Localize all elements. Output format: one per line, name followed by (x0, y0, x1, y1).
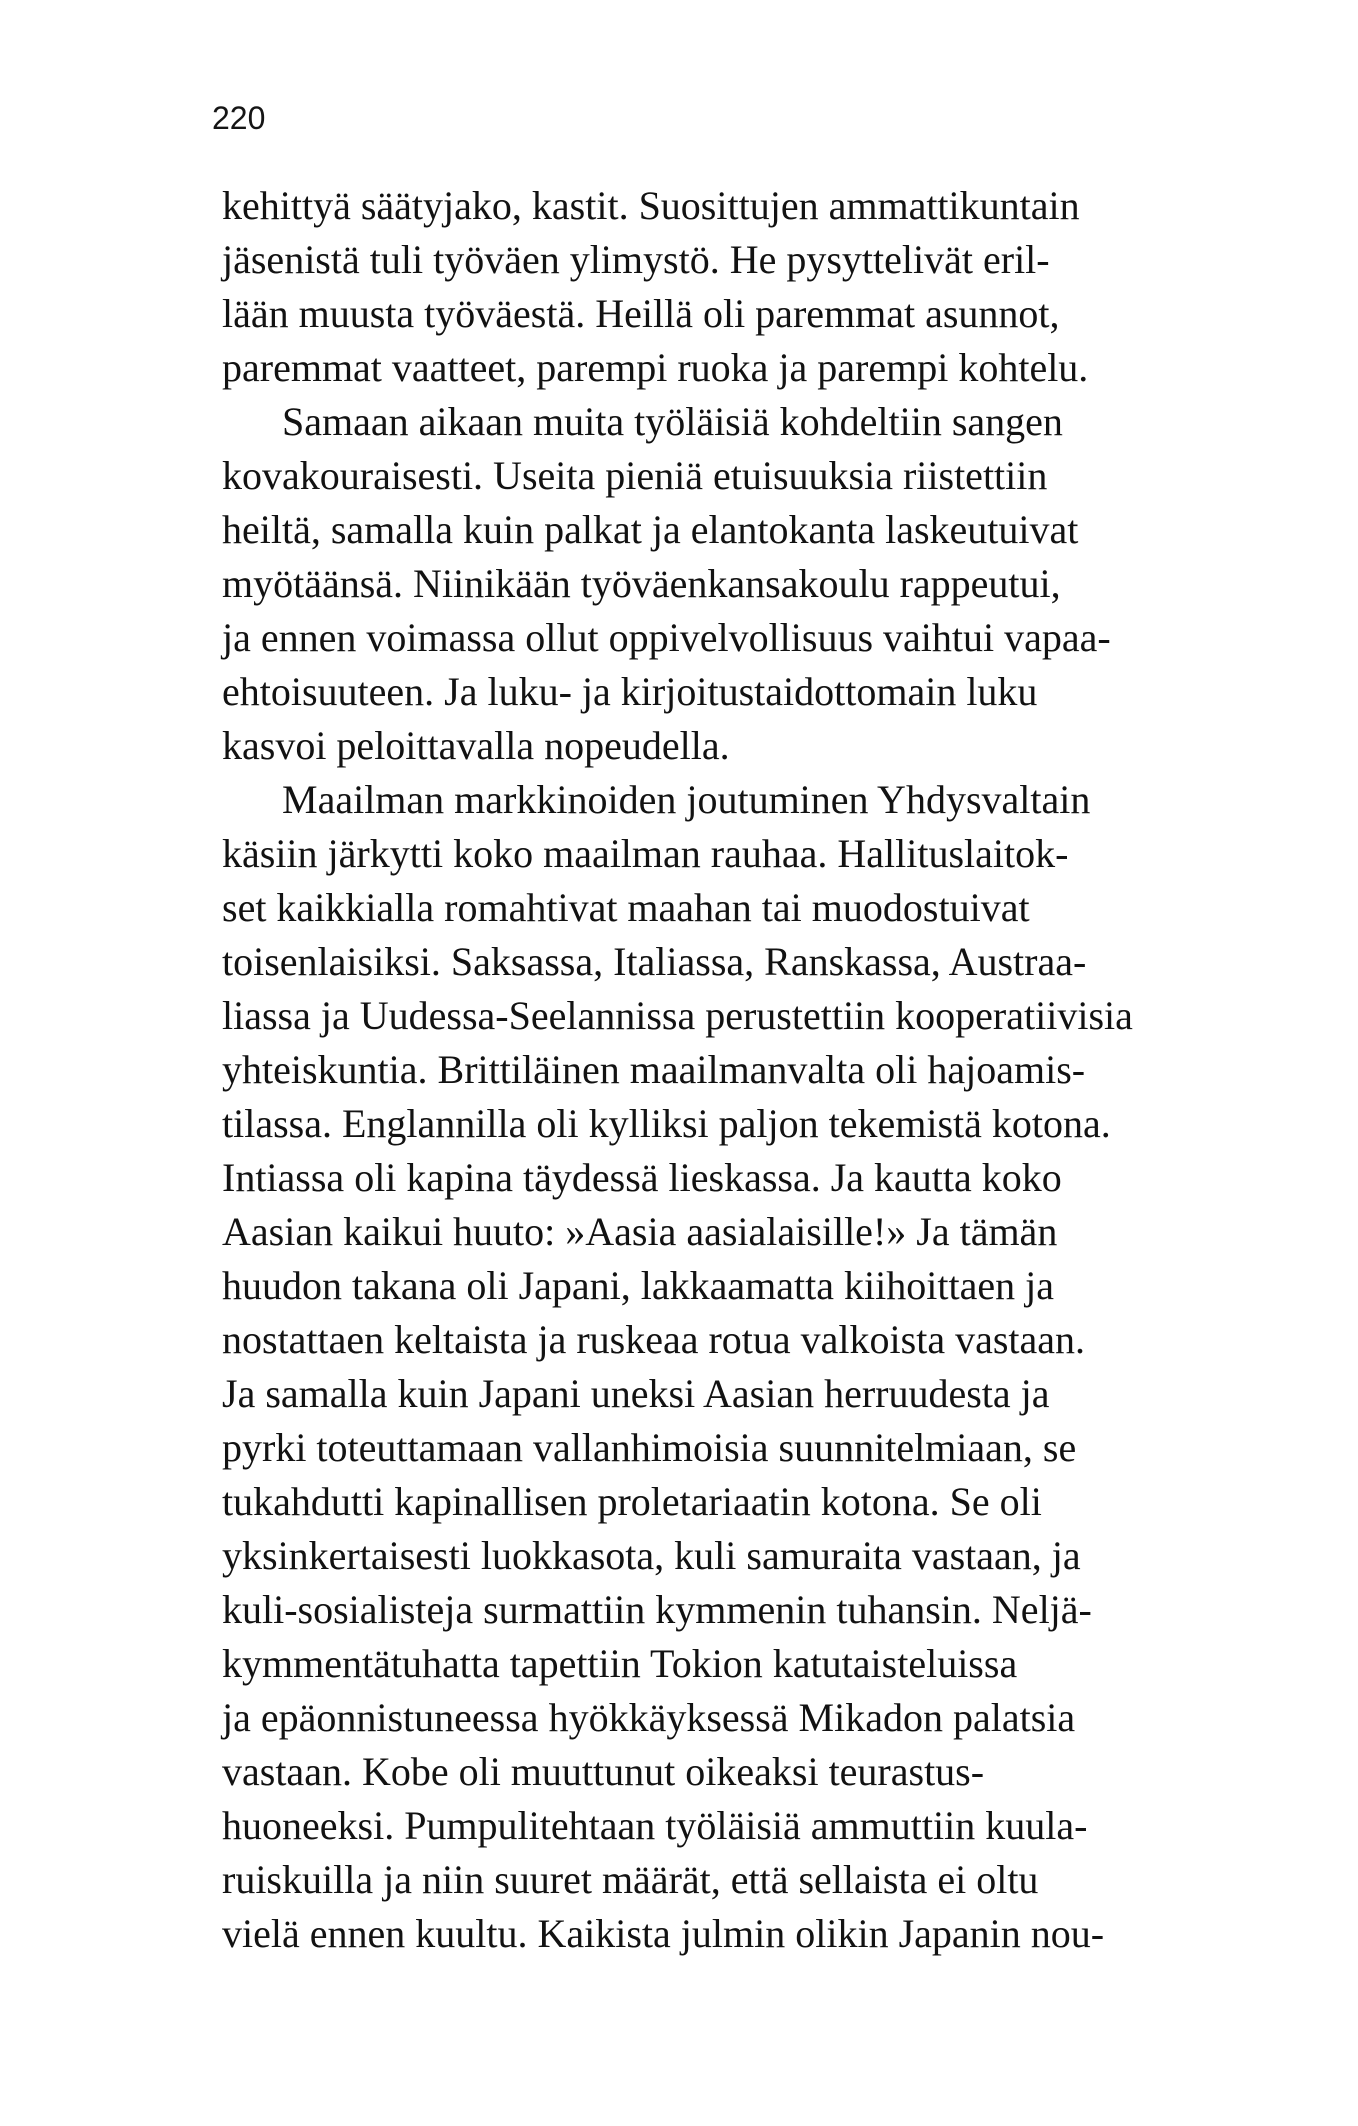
text-line: lään muusta työväestä. Heillä oli paremmat asunnot, (222, 291, 1060, 336)
text-line: tukahdutti kapinallisen proletariaatin kotona. Se oli (222, 1479, 1042, 1524)
text-line: set kaikkialla romahtivat maahan tai muodostuivat (222, 885, 1030, 930)
text-line: Ja samalla kuin Japani uneksi Aasian herruudesta ja (222, 1371, 1050, 1416)
text-line: vastaan. Kobe oli muuttunut oikeaksi teurastus- (222, 1749, 985, 1794)
text-line: Intiassa oli kapina täydessä lieskassa. Ja kautta koko (222, 1155, 1062, 1200)
text-line: ja ennen voimassa ollut oppivelvollisuus vaihtui vapaa- (222, 615, 1111, 660)
text-line: paremmat vaatteet, parempi ruoka ja parempi kohtelu. (222, 345, 1089, 390)
text-line: toisenlaisiksi. Saksassa, Italiassa, Ranskassa, Austraa- (222, 939, 1087, 984)
text-line: myötäänsä. Niinikään työväenkansakoulu rappeutui, (222, 561, 1061, 606)
text-line: kovakouraisesti. Useita pieniä etuisuuksia riistettiin (222, 453, 1048, 498)
text-line: käsiin järkytti koko maailman rauhaa. Hallituslaitok- (222, 831, 1069, 876)
text-line: tilassa. Englannilla oli kylliksi paljon tekemistä kotona. (222, 1101, 1111, 1146)
text-line: Maailman markkinoiden joutuminen Yhdysvaltain (282, 777, 1091, 822)
text-line: kehittyä säätyjako, kastit. Suosittujen ammattikuntain (222, 183, 1080, 228)
text-line: Aasian kaikui huuto: »Aasia aasialaisille!» Ja tämän (222, 1209, 1058, 1254)
text-line: yhteiskuntia. Brittiläinen maailmanvalta oli hajoamis- (222, 1047, 1086, 1092)
text-line: ja epäonnistuneessa hyökkäyksessä Mikadon palatsia (222, 1695, 1076, 1740)
text-line: huudon takana oli Japani, lakkaamatta kiihoittaen ja (222, 1263, 1054, 1308)
text-line: ehtoisuuteen. Ja luku- ja kirjoitustaidottomain luku (222, 669, 1038, 714)
text-line: yksinkertaisesti luokkasota, kuli samuraita vastaan, ja (222, 1533, 1081, 1578)
text-line: huoneeksi. Pumpulitehtaan työläisiä ammuttiin kuula- (222, 1803, 1088, 1848)
text-line: ruiskuilla ja niin suuret määrät, että sellaista ei oltu (222, 1857, 1039, 1902)
text-line: pyrki toteuttamaan vallanhimoisia suunnitelmiaan, se (222, 1425, 1077, 1470)
text-line: liassa ja Uudessa-Seelannissa perustettiin kooperatiivisia (222, 993, 1133, 1038)
text-line: heiltä, samalla kuin palkat ja elantokanta laskeutuivat (222, 507, 1079, 552)
text-line: Samaan aikaan muita työläisiä kohdeltiin sangen (282, 399, 1063, 444)
text-line: kasvoi peloittavalla nopeudella. (222, 723, 730, 768)
text-line: jäsenistä tuli työväen ylimystö. He pysyttelivät eril- (222, 237, 1050, 282)
text-line: vielä ennen kuultu. Kaikista julmin olikin Japanin nou- (222, 1911, 1105, 1956)
page-number: 220 (212, 100, 266, 136)
text-line: nostattaen keltaista ja ruskeaa rotua valkoista vastaan. (222, 1317, 1086, 1362)
text-line: kymmentätuhatta tapettiin Tokion katutaisteluissa (222, 1641, 1018, 1686)
text-line: kuli-sosialisteja surmattiin kymmenin tuhansin. Neljä- (222, 1587, 1092, 1632)
